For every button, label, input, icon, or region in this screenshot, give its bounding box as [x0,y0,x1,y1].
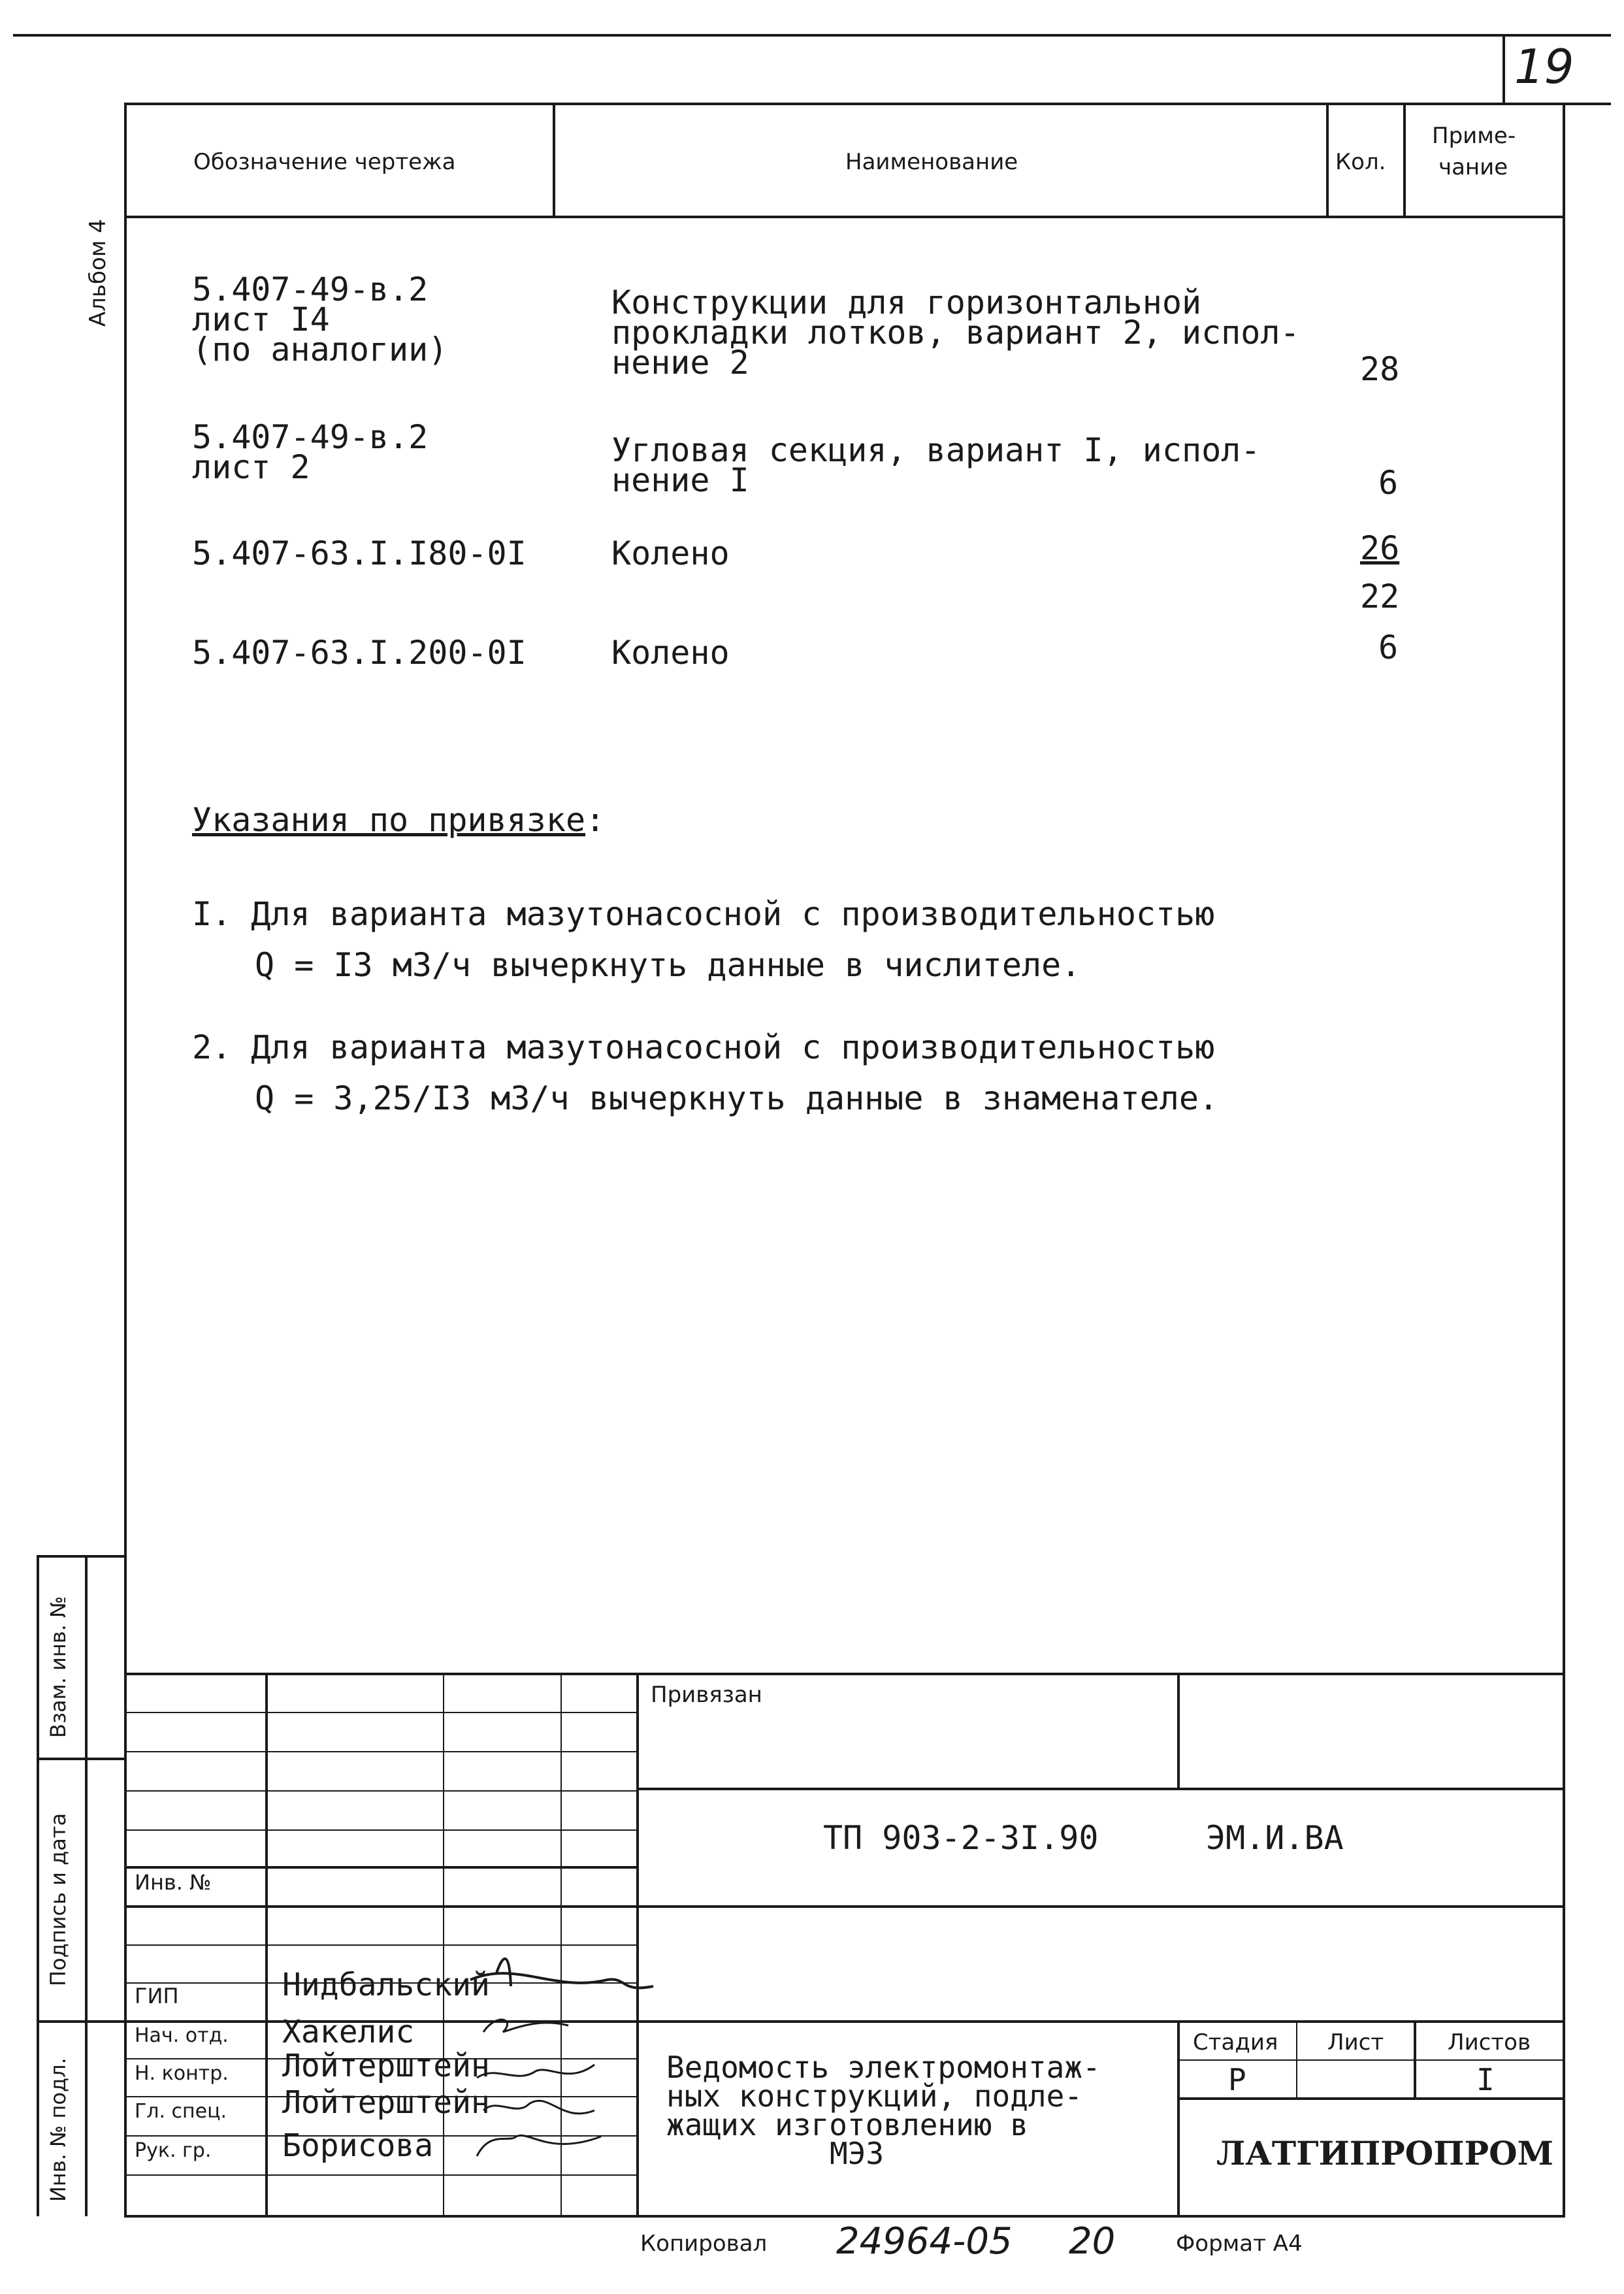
header-div-1 [553,103,555,217]
instruction-1-line2: Q = I3 м3/ч вычеркнуть данные в числителе. [255,946,1081,984]
tb-stage-div-1 [1296,2020,1297,2099]
header-note-1: Приме- [1432,123,1516,149]
header-qty: Кол. [1335,149,1386,175]
format-label: Формат А4 [1176,2231,1303,2257]
sheets-label: Листов [1448,2029,1531,2056]
person-ruk-gr: Борисова [282,2127,434,2164]
tb-row-c [124,1790,636,1792]
person-nach-otd: Хакелис [282,2014,415,2050]
person-gl-spec: Лойтерштейн [282,2084,490,2121]
frame-top [124,103,1611,105]
row-3-qty: 26 [1360,529,1400,567]
tb-code-top [636,1788,1565,1790]
header-div-2 [1326,103,1329,217]
frame-right [1563,103,1565,2216]
album-label: Альбом 4 [85,219,111,327]
doc-code: ТП 903-2-3I.90 [823,1819,1099,1857]
side-strip-div-1 [37,1758,125,1760]
instruction-2-line2: Q = 3,25/I3 м3/ч вычеркнуть данные в знаменателе. [255,1079,1219,1117]
stage-label: Стадия [1193,2029,1278,2056]
row-3-qty-denominator: 22 [1360,578,1400,615]
person-n-kontr: Лойтерштейн [282,2048,490,2084]
tb-stage-labels-rule [1177,2059,1565,2061]
person-gip: Нидбальский [282,1967,490,2003]
role-n-kontr: Н. контр. [135,2062,229,2085]
tb-row-d [124,1829,636,1831]
role-ruk-gr: Рук. гр. [135,2139,212,2162]
page-number: 19 [1514,39,1574,94]
side-strip-inner [85,1555,88,2216]
copy-sheet: 20 [1069,2220,1116,2263]
row-4-qty: 6 [1378,629,1399,666]
row-2-qty: 6 [1378,464,1399,502]
tb-top [124,1673,1565,1675]
side-strip-top [37,1555,125,1558]
instruction-1-line1: I. Для варианта мазутонасосной с производительностью [192,895,1215,933]
instructions-title: Указания по привязке: [192,801,606,839]
doc-title: Ведомость электромонтаж- ных конструкций, подле- жащих изготовлению в МЭЗ [666,2050,1101,2171]
tb-code-bottom [636,1905,1565,1908]
tb-row-g [124,1944,636,1946]
doc-mark: ЭМ.И.ВА [1206,1819,1344,1857]
row-1-qty: 28 [1360,350,1400,388]
tb-row-e [124,1866,636,1869]
copy-number: 24964-05 [836,2220,1013,2263]
side-label-inv-podl: Инв. № подл. [46,2057,71,2202]
tb-row-f [124,1905,636,1908]
org-name: ЛАТГИПРОПРОМ [1216,2134,1553,2172]
row-1-name: Конструкции для горизонтальной прокладки лотков, вариант 2, испол- нение 2 [611,284,1300,382]
tb-row-m [124,2174,636,2176]
header-name: Наименование [845,149,1018,175]
frame-bottom [124,2215,1565,2218]
role-gip: ГИП [135,1984,179,2008]
role-nach-otd: Нач. отд. [135,2024,229,2047]
instruction-2-line1: 2. Для варианта мазутонасосной с производительностью [192,1028,1215,1066]
row-3-name: Колено [611,534,730,572]
tb-stage-values-rule [1177,2097,1565,2100]
top-rule [13,34,1611,37]
tb-stage-left [1177,2020,1180,2216]
stage-value: Р [1228,2062,1246,2097]
side-label-vzam: Взам. инв. № [46,1596,71,1738]
header-note-2: чание [1438,154,1508,180]
row-4-designation: 5.407-63.I.200-0I [192,634,527,672]
row-2-name: Угловая секция, вариант I, испол- нение I [611,431,1261,499]
side-label-podpis: Подпись и дата [46,1812,71,1986]
role-gl-spec: Гл. спец. [135,2100,227,2123]
side-strip-outer [37,1555,39,2216]
sheet-label: Лист [1327,2029,1384,2056]
page-number-box-left [1502,34,1505,103]
copied-label: Копировал [640,2231,768,2257]
tb-privyazan-split [1177,1673,1180,1789]
row-1-designation: 5.407-49-в.2 лист I4 (по аналогии) [192,270,448,369]
row-3-designation: 5.407-63.I.I80-0I [192,534,527,572]
tb-title-top [636,2020,1565,2023]
tb-stage-div-2 [1414,2020,1416,2099]
inv-no-label: Инв. № [135,1870,212,1895]
side-strip-div-2 [37,2020,125,2023]
tb-row-b [124,1751,636,1752]
row-4-name: Колено [611,634,730,672]
frame-left [124,103,127,2216]
sheets-value: I [1476,2062,1495,2097]
header-div-3 [1403,103,1406,217]
privyazan-label: Привязан [651,1682,762,1708]
row-2-designation: 5.407-49-в.2 лист 2 [192,418,429,486]
tb-row-a [124,1712,636,1713]
header-designation: Обозначение чертежа [193,149,456,175]
header-rule [124,216,1565,218]
